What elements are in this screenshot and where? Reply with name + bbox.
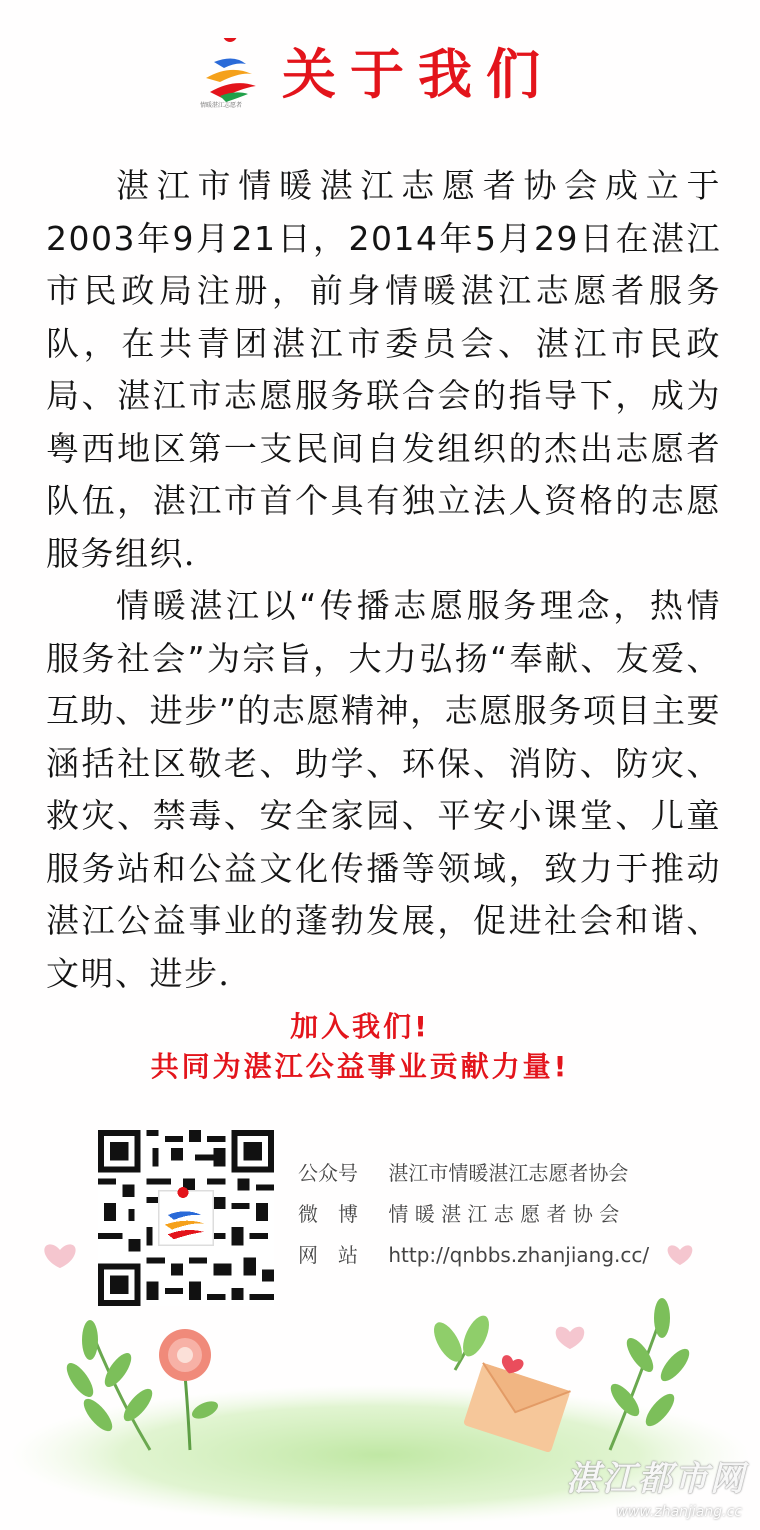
slogan-contribute: 共同为湛江公益事业贡献力量! <box>150 1050 570 1083</box>
contact-row-wechat <box>298 1157 738 1198</box>
introduction-paragraph-2: 情暖湛江以“传播志愿服务理念，热情服务社会”为宗旨，大力弘扬“奉献、友爱、互助、进步”的志愿精神，志愿服务项目主要涵括社区敬老、助学、环保、消防、防灾、救灾、禁毒、安全家园、平安小课堂、儿童服务站和公益文化传播等领域，致力于推动湛江公益事业的蓬勃发展，促进社会和谐、文明、进步． <box>46 586 721 993</box>
leaf-sprig-icon <box>428 1312 494 1370</box>
contact-row-weibo <box>298 1198 738 1239</box>
heart-icon <box>668 1245 693 1265</box>
site-watermark-url: www.zhanjiang.cc <box>616 1504 742 1520</box>
wechat-value: 湛江市情暖湛江志愿者协会 <box>388 1161 629 1185</box>
website-label: 网 站 <box>298 1243 358 1267</box>
wechat-label: 公众号 <box>298 1161 358 1185</box>
association-logo <box>200 38 262 108</box>
site-watermark: 湛江都市网 <box>566 1459 746 1499</box>
heart-icon <box>556 1327 585 1349</box>
weibo-value: 情 暖 湛 江 志 愿 者 协 会 <box>388 1202 620 1226</box>
logo-caption: 情暖湛江志愿者 <box>200 102 243 109</box>
slogan-join-us: 加入我们! <box>290 1010 430 1043</box>
weibo-label: 微 博 <box>298 1202 358 1226</box>
introduction-paragraph-1: 湛江市情暖湛江志愿者协会成立于2003年9月21日，2014年5月29日在湛江市民政局注册，前身情暖湛江志愿者服务队，在共青团湛江市委员会、湛江市民政局、湛江市志愿服务联合会的指导下，成为粤西地区第一支民间自发组织的杰出志愿者队伍，湛江市首个具有独立法人资格的志愿服务组织． <box>46 166 721 573</box>
header <box>200 38 580 113</box>
website-link[interactable]: http://qnbbs.zhanjiang.cc/ <box>388 1243 650 1267</box>
introduction-text <box>46 160 721 1000</box>
page-title: 关于我们 <box>282 43 554 106</box>
heart-icon <box>44 1244 75 1268</box>
